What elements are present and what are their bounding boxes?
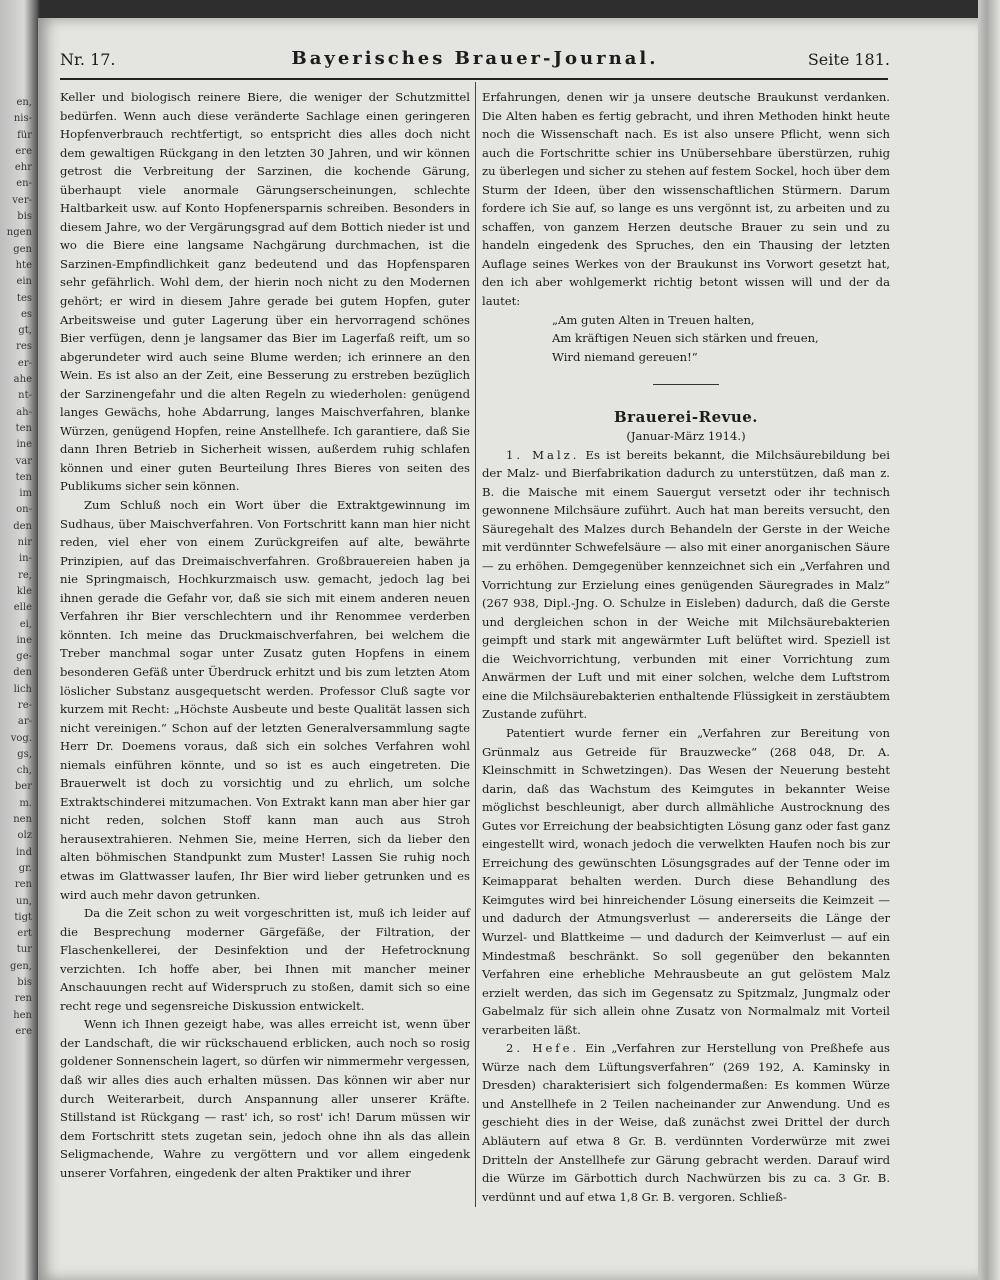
facing-page-fragment: ein xyxy=(16,276,32,288)
left-column xyxy=(60,88,470,1182)
facing-page-fragment: für xyxy=(17,129,32,141)
journal-title: Bayerisches Brauer-Journal. xyxy=(291,48,659,69)
facing-page-fragment: ar- xyxy=(17,716,32,728)
facing-page-fragment: res xyxy=(16,341,32,353)
facing-page-fragment: nt- xyxy=(18,390,32,402)
facing-page-fragment: en- xyxy=(16,178,32,190)
facing-page-fragment: gr. xyxy=(18,862,32,874)
page-number: Seite 181. xyxy=(807,50,890,69)
issue-number: Nr. 17. xyxy=(60,50,116,69)
facing-page-fragment: gen xyxy=(13,243,32,255)
paragraph-text: Patentiert wurde ferner ein „Verfahren zur Bereitung von Grünmalz aus Getreide für Brauzwecke“ (268 048, Dr. A. Kleinschmitt in Schwetzingen). Das Wesen der Neuerung besteht darin, daß das Wachstum des Keimgutes in bekannter Weise möglichst beschleunigt, aber durch allmähliche Austrocknung des Gutes vor Erreichung der beabsichtigten Lösung ganz oder fast ganz eingestellt wird, wonach jedoch die verwelkten Haufen noch bis zur Erreichung des gewünschten Lösungsgrades auf der Tenne oder im Keimapparat behalten werden. Durch diese Behandlung des Keimgutes wird bei hinreichender Lösung einerseits die Keimzeit — und dadurch der Atmungsverlust — andererseits die Länge der Wurzel- und Blattkeime — und dadurch der Keimverlust — auf ein Mindestmaß beschränkt. So soll gegenüber den bekannten Verfahren eine erhebliche Mehrausbeute an gut gelöstem Malz erzielt werden, das sich im Gegensatz zu Spitzmalz, Jungmalz oder Gabelmalz für sich allein ohne Zusatz von Normalmalz mit Vorteil verarbeiten läßt. xyxy=(482,725,890,1037)
facing-page-fragment: ten xyxy=(15,422,32,434)
running-header xyxy=(60,50,890,78)
facing-page-fragment: gs, xyxy=(17,748,32,760)
paragraph-hefe xyxy=(482,1039,890,1206)
facing-page-fragment: vog. xyxy=(10,732,32,744)
book-spine xyxy=(0,0,40,1280)
facing-page-fragment: ch, xyxy=(16,765,32,777)
facing-page-fragment: hte xyxy=(15,259,32,271)
facing-page-fragment: gt, xyxy=(18,325,32,337)
facing-page-fragment: den xyxy=(13,520,32,532)
facing-page-fragment: ind xyxy=(15,846,32,858)
paragraph-lead: 2. Hefe. xyxy=(506,1041,580,1056)
facing-page-fragment: olz xyxy=(17,830,32,842)
quotation xyxy=(482,311,890,367)
facing-page-fragment: ert xyxy=(17,928,32,940)
facing-page-fragment: elle xyxy=(13,602,32,614)
paragraph-text: Es ist bereits bekannt, die Milchsäurebildung bei der Malz- und Bierfabrikation dadurch zu unterstützen, daß man z. B. die Maische mit einem Sauergut versetzt oder ihr technisch gewonnene Milchsäure zuführt. Auch hat man bereits versucht, den Säuregehalt des Malzes durch Behandeln der Gerste in der Weiche mit verdünnter Schwefelsäure — also mit einer anorganischen Säure — zu erhöhen. Demgegenüber kennzeichnet sich ein „Verfahren und Vorrichtung zur Erzielung eines genügenden Säuregrades in Malz“ (267 938, Dipl.-Jng. O. Schulze in Eisleben) dadurch, daß die Gerste und dergleichen schon in der Weiche mit Milchsäurebakterien geimpft und stark mit angewärmter Luft belüftet wird. Speziell ist die Weichvorrichtung, verbunden mit einer Vorrichtung zum Anwärmen der Luft und mit einer solchen, welche dem Luftstrom eine die Milchsäurebakterien enthaltende Flüssigkeit in zerstäubtem Zustande zuführt. xyxy=(482,447,890,722)
facing-page-fragment: ine xyxy=(16,439,32,451)
facing-page-fragment: ei, xyxy=(19,618,32,630)
section-separator xyxy=(653,384,719,385)
quote-line: Am kräftigen Neuen sich stärken und freuen, xyxy=(552,331,819,346)
facing-page-fragment: re, xyxy=(18,569,32,581)
facing-page-fragment: ahe xyxy=(13,374,32,386)
paragraph-text: Ein „Verfahren zur Herstellung von Preßhefe aus Würze nach dem Lüftungsverfahren“ (269 192, A. Kaminsky in Dresden) charakterisiert sich folgendermaßen: Es kommen Würze und Anstellhefe in 2 Teilen nacheinander zur Anwendung. Und es geschieht dies in der Weise, daß zunächst zwei Drittel der durch Abläutern auf etwa 8 Gr. B. verdünnten Vorderwürze mit zwei Dritteln der Anstellhefe zur Gärung gebracht werden. Darauf wird die Würze im Gärbottich durch Nachwürzen bis zu ca. 3 Gr. B. verdünnt und auf etwa 1,8 Gr. B. vergoren. Schließ- xyxy=(482,1041,890,1204)
section-title: Brauerei-Revue. xyxy=(613,408,759,427)
facing-page-fragment: gen, xyxy=(10,960,32,972)
paragraph: Erfahrungen, denen wir ja unsere deutsche Braukunst verdanken. Die Alten haben es fertig gebracht, und ihren Methoden hinkt heute noch die Wissenschaft nach. Es ist also unsere Pflicht, wenn sich auch die Fortschritte schier ins Unübersehbare überstürzen, ruhig zu überlegen und sicher zu stehen auf festem Sockel, hoch über dem Sturm der Ideen, über den wissenschaftlichen Stürmern. Darum fordere ich Sie auf, so lange es uns vergönnt ist, zu arbeiten und zu schaffen, von ganzem Herzen deutsche Brauer zu sein und zu handeln eingedenk des Spruches, den ein Thausing der letzten Auflage seines Werkes von der Braukunst ins Vorwort gesetzt hat, den ich aber wohlgemerkt richtig betont wissen will und der da lautet: xyxy=(482,90,890,309)
facing-page-fragment: re- xyxy=(17,699,32,711)
facing-page-fragment: tes xyxy=(16,292,32,304)
facing-page-fragment: nir xyxy=(17,537,32,549)
paragraph: Wenn ich Ihnen gezeigt habe, was alles erreicht ist, wenn über der Landschaft, die wir rückschauend erblicken, auch noch so rosig goldener Sonnenschein lagert, so dürfen wir nimmermehr vergessen, daß wir alles dies auch erhalten müssen. Das können wir aber nur durch Weiterarbeit, durch Anspannung aller unserer Kräfte. Stillstand ist Rückgang — rast' ich, so rost' ich! Darum müssen wir dem Fortschritt stets zugetan sein, jedoch ohne ihn als das allein Seligmachende, Wahre zu vergöttern und vor allem eingedenk unserer Vorfahren, eingedenk der alten Praktiker und ihrer xyxy=(60,1017,470,1180)
facing-page-fragment: m. xyxy=(19,797,32,809)
right-column xyxy=(482,88,890,1206)
facing-page-fragment: ine xyxy=(16,634,32,646)
facing-page-fragment: lich xyxy=(13,683,32,695)
facing-page-fragments xyxy=(2,95,32,1040)
facing-page-fragment: ber xyxy=(14,781,32,793)
paragraph: Keller und biologisch reinere Biere, die weniger der Schutzmittel bedürfen. Wenn auch diese veränderte Sachlage einen geringeren Hopfenverbrauch rechtfertigt, so entspricht dies alles doch nicht dem gewaltigen Rückgang in den letzten 30 Jahren, und wir können getrost die Verbreitung der Sarzinen, die kochende Gärung, überhaupt viele anormale Gärungserscheinungen, schlechte Haltbarkeit usw. auf Konto Hopfenersparnis schreiben. Besonders in diesem Jahre, wo der Vergärungsgrad auf dem Bottich nieder ist und wo die Biere eine langsame Nachgärung durchmachen, ist die Sarzinen-Empfindlichkeit ganz bedeutend und das Hopfensparen sehr gefährlich. Wohl dem, der hierin noch nicht zu den Modernen gehört; er wird in diesem Jahre gerade bei gutem Hopfen, guter Arbeitsweise und guter Lagerung über ein hervorragend schönes Bier verfügen, denn je langsamer das Bier im Lagerfaß reift, um so abgerundeter wird auch seine Blume werden; ich erinnere an den Wein. Es ist also an der Zeit, eine Besserung zu erstreben bezüglich der Sarzinengefahr und die alten Regeln zu wiederholen: genügend langes Gewächs, hohe Abdarrung, langes Maischverfahren, blanke Würzen, genügend Hopfen, reine Anstellhefe. Ich garantiere, daß Sie dann Ihren Betrieb in Sicherheit wissen, außerdem ruhig schlafen können und einer guten Beurteilung Ihres Bieres von seiten des Publikums sicher sein können. xyxy=(60,90,470,494)
facing-page-fragment: in- xyxy=(18,553,32,565)
facing-page-fragment: bis xyxy=(17,211,32,223)
facing-page-fragment: ngen xyxy=(6,227,32,239)
facing-page-fragment: ren xyxy=(14,879,32,891)
facing-page-fragment: er- xyxy=(17,357,32,369)
facing-page-fragment: ere xyxy=(15,145,32,157)
facing-page-fragment: ten xyxy=(15,471,32,483)
paragraph-gruenmalz xyxy=(482,724,890,1039)
facing-page-fragment: ge- xyxy=(16,651,32,663)
facing-page-fragment: nis- xyxy=(13,113,32,125)
facing-page-fragment: ver- xyxy=(12,194,32,206)
facing-page-fragment: den xyxy=(13,667,32,679)
facing-page-fragment: ere xyxy=(15,1025,32,1037)
facing-page-fragment: ehr xyxy=(14,162,32,174)
facing-page-fragment: bis xyxy=(17,977,32,989)
facing-page-fragment: tur xyxy=(16,944,32,956)
facing-page-fragment: kle xyxy=(16,585,32,597)
facing-page-fragment: var xyxy=(15,455,32,467)
header-rule xyxy=(60,78,888,80)
paragraph: Zum Schluß noch ein Wort über die Extraktgewinnung im Sudhaus, über Maischverfahren. Von Fortschritt kann man hier nicht reden, viel eher von einem Zurückgreifen auf alte, bewährte Prinzipien, auf das Dreimaischverfahren. Großbrauereien haben ja nie Springmaisch, Hochkurzmaisch usw. gemacht, jedoch lag bei ihnen gerade die Gefahr vor, daß sie sich mit einem anderen neuen Verfahren ihr Bier verschlechtern und ihr Renommee verderben könnten. Ich meine das Druckmaischverfahren, bei welchem die Treber manchmal sogar unter Zusatz guten Hopfens in einem besonderen Gefäß unter Überdruck erhitzt und bis zum letzten Atom löslicher Substanz ausgequetscht werden. Professor Cluß sagte vor kurzem mit Recht: „Höchste Ausbeute und beste Qualität lassen sich nicht vereinigen.“ Schon auf der letzten Generalversammlung sagte Herr Dr. Doemens voraus, daß sich ein solches Verfahren wohl niemals einführen könnte, und so ist es auch eingetreten. Die Brauerwelt ist doch zu vorsichtig und zu ehrlich, um solche Extraktschinderei mitzumachen. Von Extrakt kann man aber hier gar nicht reden, solchen Stoff kann man auch aus Stroh herausextrahieren. Nehmen Sie, meine Herren, sich da lieber den alten böhmischen Standpunkt zum Muster! Lassen Sie ruhig noch etwas im Glattwasser laufen, Ihr Bier wird lieber getrunken und es wird auch mehr davon getrunken. xyxy=(60,498,470,902)
paragraph-lead: 1. Malz. xyxy=(506,447,580,462)
facing-page-fragment: en, xyxy=(16,97,32,108)
facing-page-fragment: ah- xyxy=(16,406,32,418)
facing-page-fragment: nen xyxy=(13,814,32,826)
facing-page-fragment: es xyxy=(20,308,32,320)
facing-page-fragment: on- xyxy=(16,504,32,516)
paragraph: Da die Zeit schon zu weit vorgeschritten ist, muß ich leider auf die Besprechung moderner Gärgefäße, der Filtration, der Flaschenkellerei, der Desinfektion und der Hefetrocknung verzichten. Ich hoffe aber, bei Ihnen mit mancher meiner Anschauungen recht auf Widerspruch zu stoßen, damit sich so eine recht rege und segensreiche Diskussion entwickelt. xyxy=(60,906,470,1013)
section-subtitle: (Januar-März 1914.) xyxy=(626,429,746,444)
facing-page-fragment: im xyxy=(19,488,32,500)
paragraph-malz xyxy=(482,446,890,724)
page-edge xyxy=(978,0,1000,1280)
quote-line: „Am guten Alten in Treuen halten, xyxy=(552,312,755,327)
facing-page-fragment: tigt xyxy=(14,911,32,923)
column-divider xyxy=(475,82,476,1207)
facing-page-fragment: hen xyxy=(13,1009,32,1021)
quote-line: Wird niemand gereuen!“ xyxy=(552,349,698,364)
facing-page-fragment: ren xyxy=(14,993,32,1005)
facing-page-fragment: un, xyxy=(15,895,32,907)
